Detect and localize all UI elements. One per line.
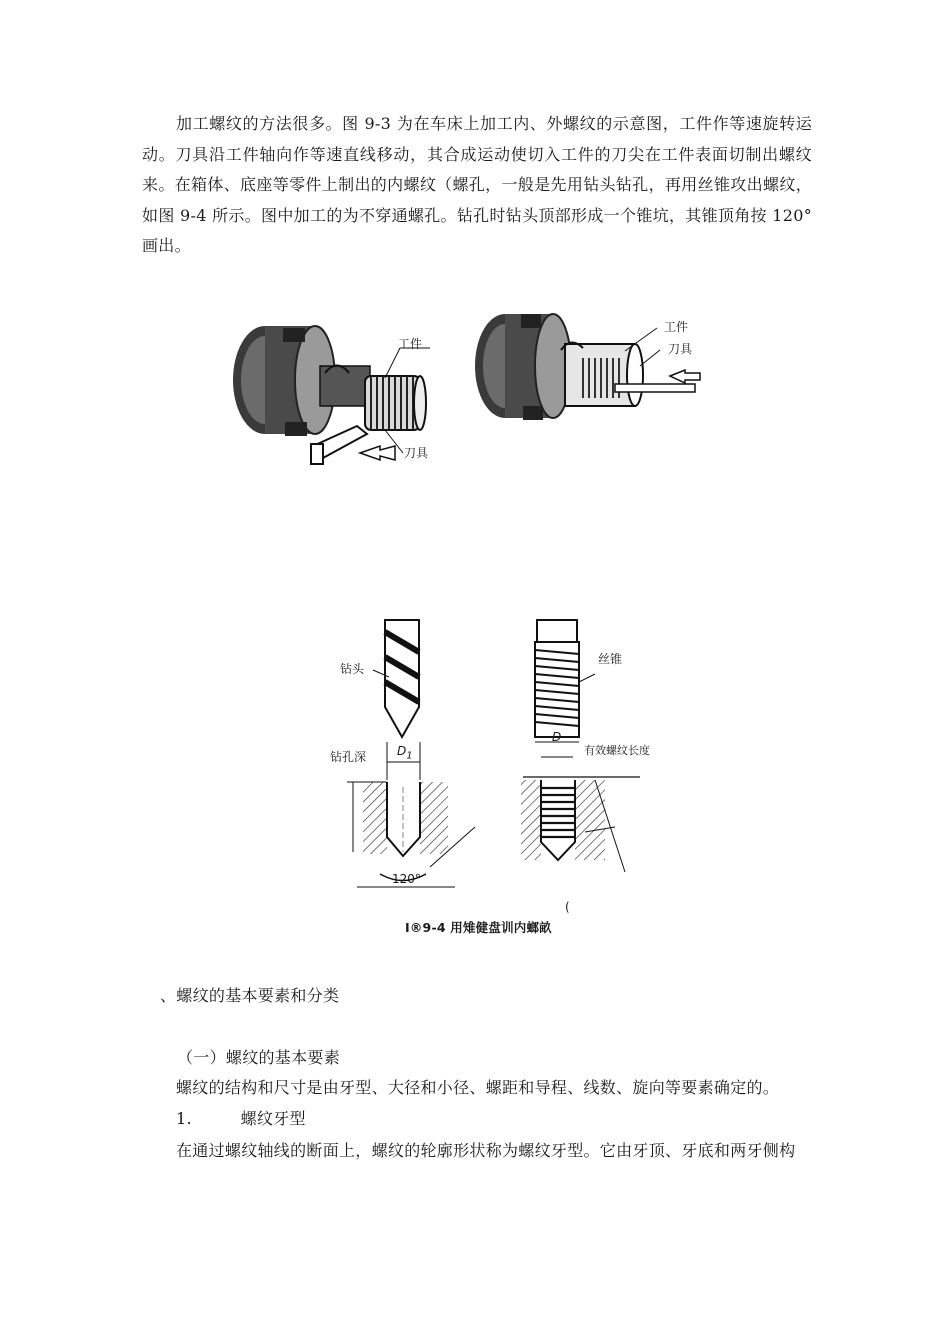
fig93-right-workpiece-label: 工件 [664,320,689,334]
figure-caption: I®9-4 用雉健盘训内螂畝 [405,920,552,935]
subsection-heading: （一）螺纹的基本要素 [177,1048,341,1067]
fig93-right-tool-label: 刀具 [668,342,693,356]
fig94-thread-depth-label: 有效螺纹长度 [584,744,650,757]
fig94-drill-depth-label: 钻孔深 [330,750,367,764]
fig94-tap-label: 丝锥 [598,652,623,666]
profile-paragraph: 在通过螺纹轴线的断面上，螺纹的轮廓形状称为螺纹牙型。它由牙顶、牙底和两牙侧构 [176,1141,796,1160]
fig93-left-workpiece-label: 工件 [398,337,423,351]
elements-sentence: 螺纹的结构和尺寸是由牙型、大径和小径、螺距和导程、线数、旋向等要素确定的。 [176,1078,780,1097]
item-1-title: 螺纹牙型 [240,1109,306,1128]
item-1 [176,1106,306,1129]
fig94-drill-label: 钻头 [340,662,365,676]
item-1-number: 1. [176,1109,192,1128]
fig93-left-tool-label: 刀具 [404,446,429,460]
intro-paragraph: 加工螺纹的方法很多。图 9-3 为在车床上加工内、外螺纹的示意图，工件作等速旋转运动。刀具沿工件轴向作等速直线移动，其合成运动使切入工件的刀尖在工件表面切制出螺纹来。在箱体、底座等零件上制出的内螺纹（螺孔，一般是先用钻头钻孔，再用丝锥攻出螺纹，如图 9-4 所示。图中加工的为不穿通螺孔。钻孔时钻头顶部形成一个锥坑，其锥顶角按 120° 画出。 [142,114,829,255]
fig94-stray-mark: ( [565,900,570,914]
section-heading: 、螺纹的基本要素和分类 [160,986,340,1005]
fig94-angle-label: 120° [392,872,421,886]
fig94-d1-label: $D_1$ [397,744,413,762]
fig94-D-label: D [552,730,562,744]
